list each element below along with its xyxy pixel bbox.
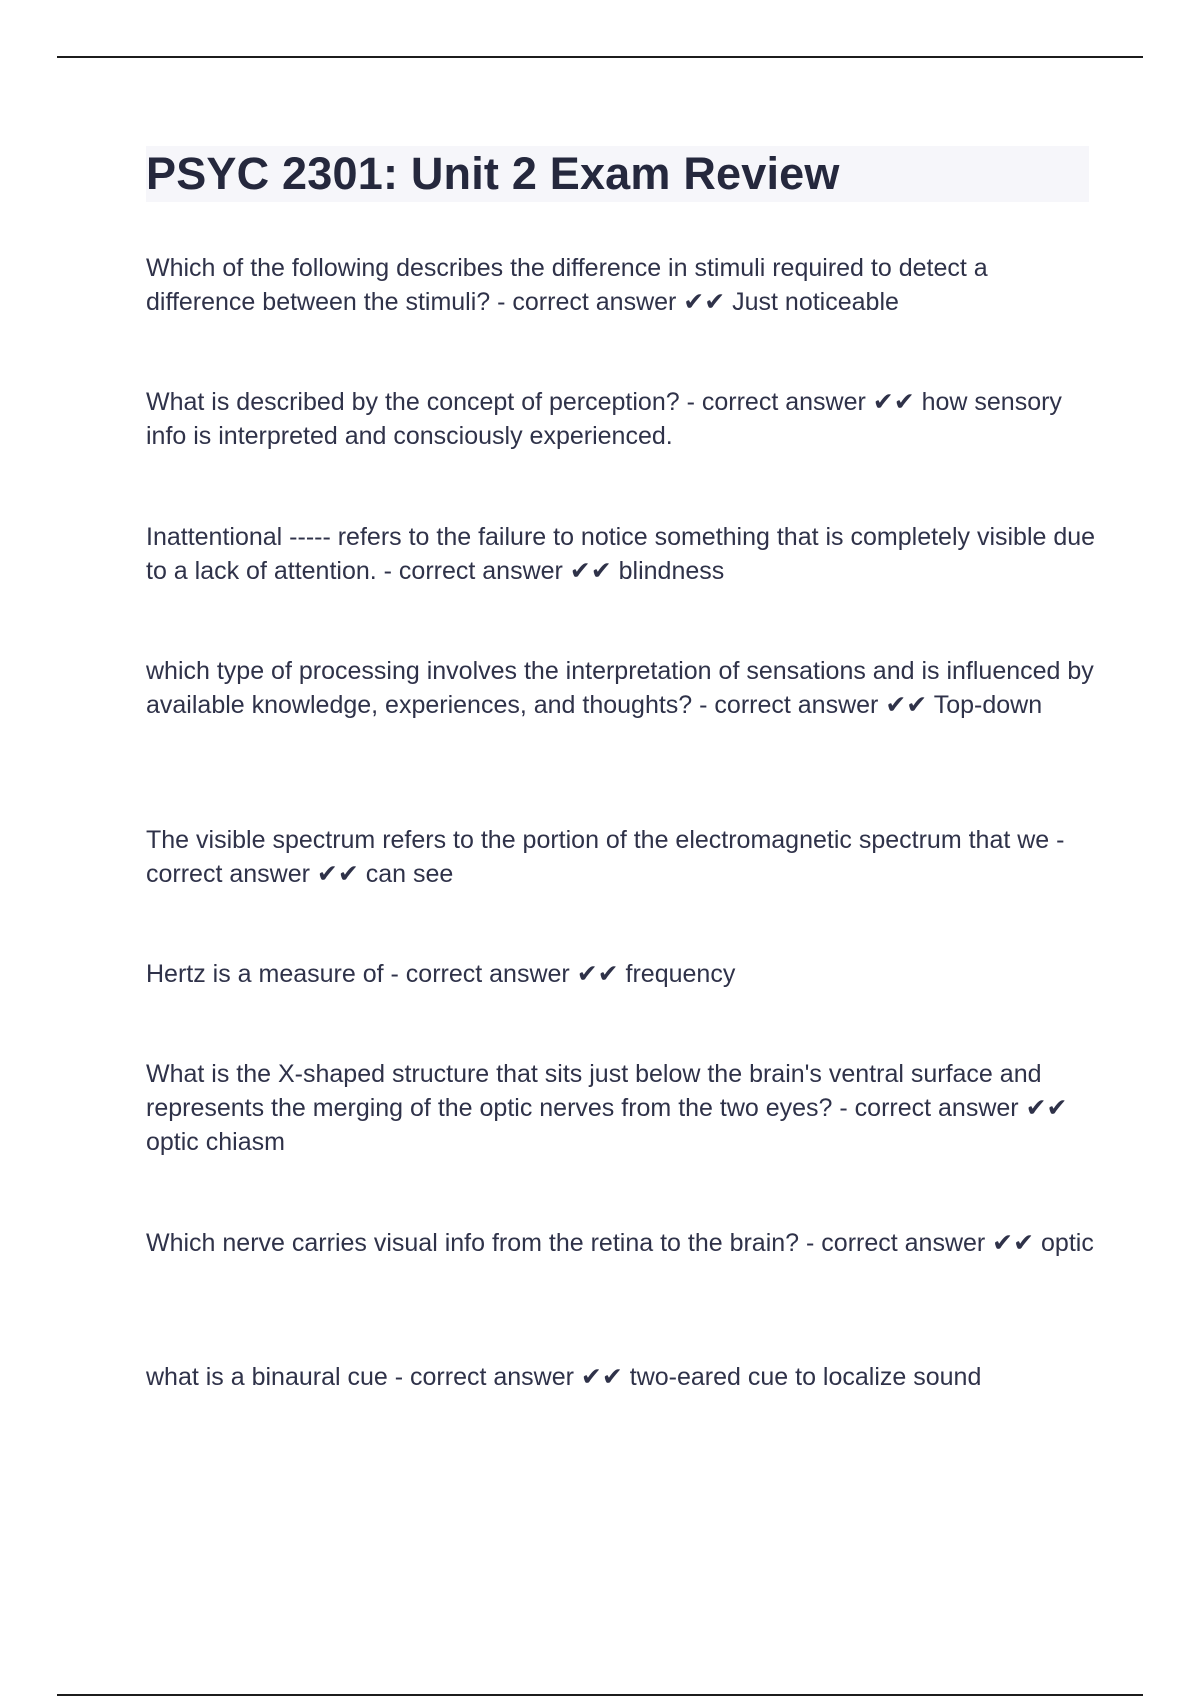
footer-divider xyxy=(57,1694,1143,1696)
qa-item-9 xyxy=(146,1360,1096,1394)
qa-text: What is the X-shaped structure that sits just below the brain's ventral surface and represents the merging of the optic nerves from the two eyes? - correct answer ✔✔ optic chiasm xyxy=(146,1060,1068,1156)
qa-text: which type of processing involves the interpretation of sensations and is influenced by available knowledge, experiences, and thoughts? - correct answer ✔✔ Top-down xyxy=(146,657,1094,719)
qa-text: The visible spectrum refers to the portion of the electromagnetic spectrum that we - correct answer ✔✔ can see xyxy=(146,826,1065,888)
qa-item-8 xyxy=(146,1226,1096,1260)
qa-item-1 xyxy=(146,251,1096,319)
qa-item-4 xyxy=(146,654,1096,722)
title-banner xyxy=(146,146,1089,202)
qa-text: Inattentional ----- refers to the failure to notice something that is completely visible due to a lack of attention. - correct answer ✔✔ blindness xyxy=(146,523,1096,585)
qa-text: What is described by the concept of perception? - correct answer ✔✔ how sensory info is interpreted and consciously experienced. xyxy=(146,388,1062,450)
qa-text: what is a binaural cue - correct answer ✔✔ two-eared cue to localize sound xyxy=(146,1363,982,1391)
qa-item-3 xyxy=(146,520,1096,588)
qa-item-2 xyxy=(146,385,1096,453)
qa-text: Which nerve carries visual info from the retina to the brain? - correct answer ✔✔ optic xyxy=(146,1229,1094,1257)
qa-item-6 xyxy=(146,957,1096,991)
header-divider xyxy=(57,56,1143,58)
qa-text: Hertz is a measure of - correct answer ✔✔ frequency xyxy=(146,960,736,988)
qa-item-7 xyxy=(146,1057,1096,1159)
qa-item-5 xyxy=(146,823,1096,891)
page-title: PSYC 2301: Unit 2 Exam Review xyxy=(146,148,840,199)
qa-text: Which of the following describes the difference in stimuli required to detect a difference between the stimuli? - correct answer ✔✔ Just noticeable xyxy=(146,254,988,316)
